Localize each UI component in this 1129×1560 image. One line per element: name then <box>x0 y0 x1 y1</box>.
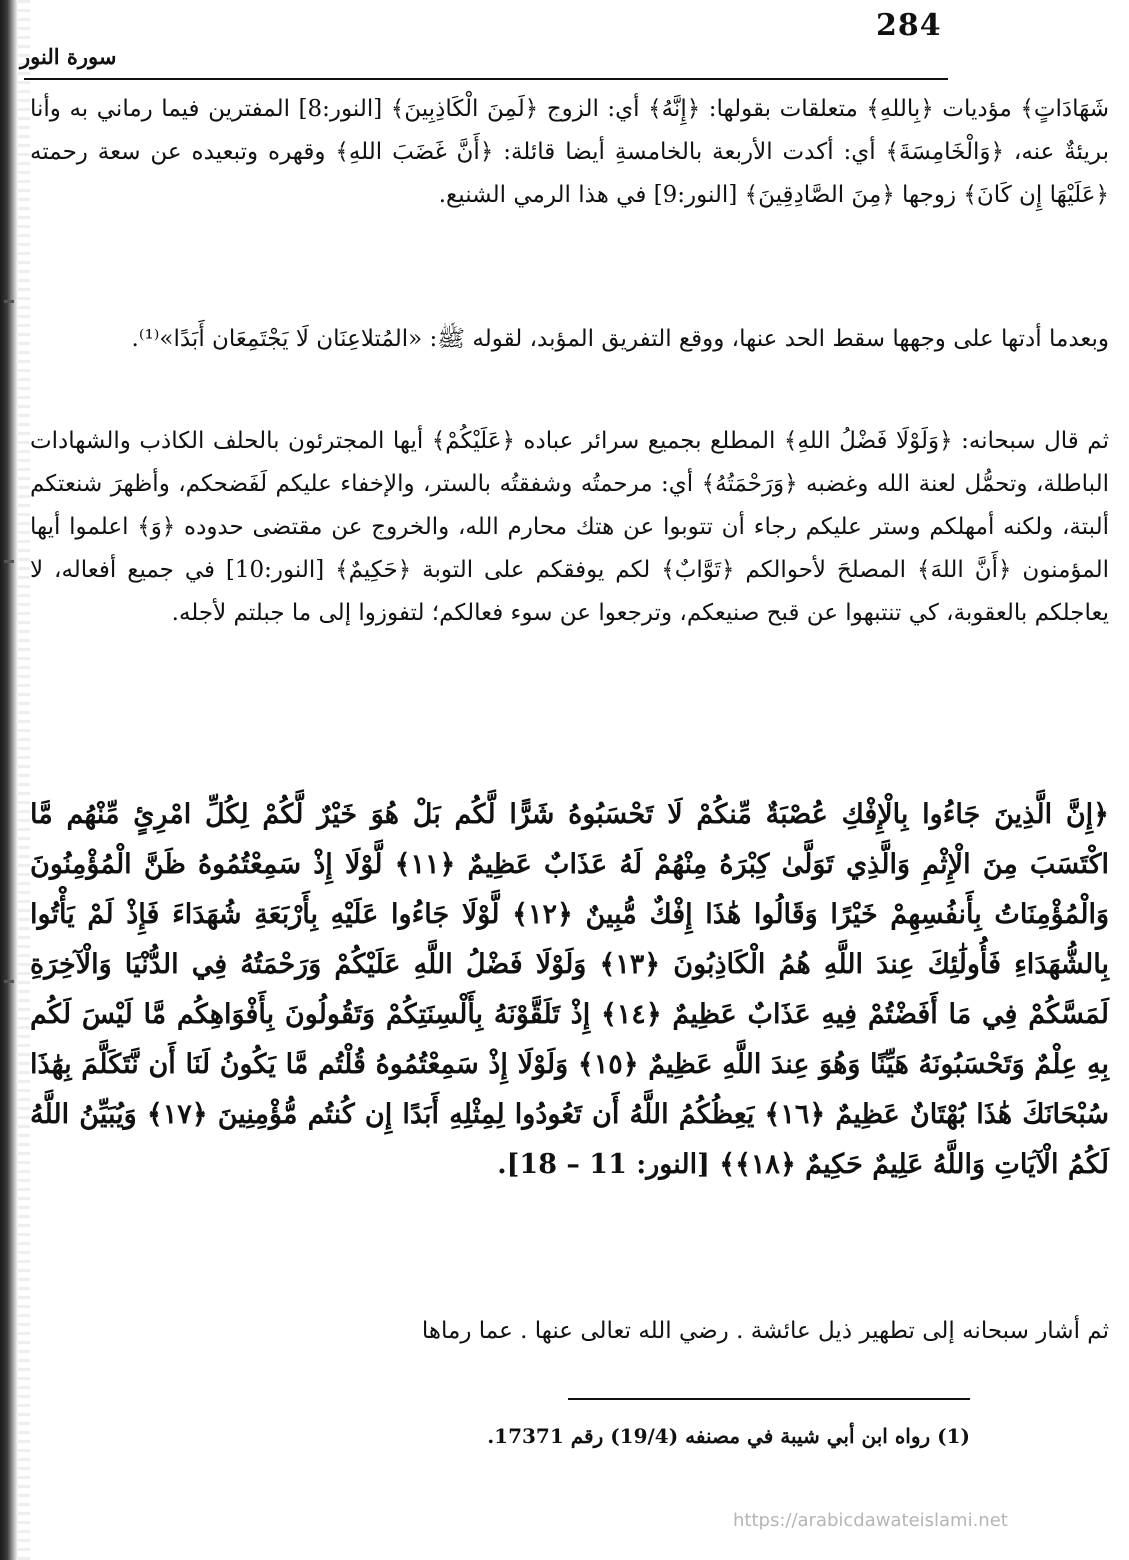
paragraph-text: شَهَادَاتٍ﴾ مؤديات ﴿بِاللهِ﴾ متعلقات بقولها: ﴿إِنَّهُ﴾ أي: الزوج ﴿لَمِنَ الْكَاذِبِينَ﴾ [النور:8] المفترين فيما رماني به وأنا بريئةٌ عنه، ﴿وَالْخَامِسَةَ﴾ أي: أكدت الأربعة بالخامسةِ أيضا قائلة: ﴿أَنَّ غَضَبَ اللهِ﴾ وقهره وتبعيده عن سعة رحمته ﴿عَلَيْهَا إِن كَانَ﴾ زوجها ﴿مِنَ الصَّادِقِينَ﴾ [النور:9] في هذا الرمي الشنيع. <box>30 96 1109 208</box>
commentary-paragraph-3 <box>30 420 1109 635</box>
page-number: 284 <box>876 8 942 43</box>
scan-artifact <box>4 560 14 563</box>
watermark-url: https://arabicdawateislami.net <box>733 1510 1008 1531</box>
paragraph-text: ثم قال سبحانه: ﴿وَلَوْلَا فَضْلُ اللهِ﴾ المطلع بجميع سرائر عباده ﴿عَلَيْكُمْ﴾ أيها المجترئون بالحلف الكاذب والشهادات الباطلة، وتحمُّل لعنة الله وغضبه ﴿وَرَحْمَتُهُ﴾ أي: مرحمتُه وشفقتُه بالستر، والإخفاء عليكم لَفَضحكم، وأظهرَ شنعتكم ألبتة، ولكنه أمهلكم وستر عليكم رجاء أن تتوبوا عن هتك محارم الله، والخروج عن مقتضى حدوده ﴿وَ﴾ اعلموا أيها المؤمنون ﴿أَنَّ اللهَ﴾ المصلحَ لأحوالكم ﴿تَوَّابٌ﴾ لكم يوفقكم على التوبة ﴿حَكِيمٌ﴾ [النور:10] في جميع أفعاله، لا يعاجلكم بالعقوبة، كي تنتبهوا عن قبح صنيعكم، وترجعوا عن سوء فعالكم؛ لتفوزوا إلى ما جبلتم لأجله. <box>30 428 1109 626</box>
paragraph-text: وبعدما أدتها على وجهها سقط الحد عنها، ووقع التفريق المؤبد، لقوله ﷺ: «المُتلاعِنَان لَا يَجْتَمِعَان أَبَدًا»⁽¹⁾. <box>131 326 1109 352</box>
commentary-paragraph-2 <box>30 318 1109 361</box>
scan-binding-shadow <box>0 0 18 1560</box>
scan-binding-texture <box>18 0 30 1560</box>
quran-text: ﴿إِنَّ الَّذِينَ جَاءُوا بِالْإِفْكِ عُصْبَةٌ مِّنكُمْ لَا تَحْسَبُوهُ شَرًّا لَّكُم بَلْ هُوَ خَيْرٌ لَّكُمْ لِكُلِّ امْرِئٍ مِّنْهُم مَّا اكْتَسَبَ مِنَ الْإِثْمِ وَالَّذِي تَوَلَّىٰ كِبْرَهُ مِنْهُمْ لَهُ عَذَابٌ عَظِيمٌ ﴿١١﴾ لَّوْلَا إِذْ سَمِعْتُمُوهُ ظَنَّ الْمُؤْمِنُونَ وَالْمُؤْمِنَاتُ بِأَنفُسِهِمْ خَيْرًا وَقَالُوا هَٰذَا إِفْكٌ مُّبِينٌ ﴿١٢﴾ لَّوْلَا جَاءُوا عَلَيْهِ بِأَرْبَعَةِ شُهَدَاءَ فَإِذْ لَمْ يَأْتُوا بِالشُّهَدَاءِ فَأُولَٰئِكَ عِندَ اللَّهِ هُمُ الْكَاذِبُونَ ﴿١٣﴾ وَلَوْلَا فَضْلُ اللَّهِ عَلَيْكُمْ وَرَحْمَتُهُ فِي الدُّنْيَا وَالْآخِرَةِ لَمَسَّكُمْ فِي مَا أَفَضْتُمْ فِيهِ عَذَابٌ عَظِيمٌ ﴿١٤﴾ إِذْ تَلَقَّوْنَهُ بِأَلْسِنَتِكُمْ وَتَقُولُونَ بِأَفْوَاهِكُم مَّا لَيْسَ لَكُم بِهِ عِلْمٌ وَتَحْسَبُونَهُ هَيِّنًا وَهُوَ عِندَ اللَّهِ عَظِيمٌ ﴿١٥﴾ وَلَوْلَا إِذْ سَمِعْتُمُوهُ قُلْتُم مَّا يَكُونُ لَنَا أَن نَّتَكَلَّمَ بِهَٰذَا سُبْحَانَكَ هَٰذَا بُهْتَانٌ عَظِيمٌ ﴿١٦﴾ يَعِظُكُمُ اللَّهُ أَن تَعُودُوا لِمِثْلِهِ أَبَدًا إِن كُنتُم مُّؤْمِنِينَ ﴿١٧﴾ وَيُبَيِّنُ اللَّهُ لَكُمُ الْآيَاتِ وَاللَّهُ عَلِيمٌ حَكِيمٌ ﴿١٨﴾﴾ [النور: 11 – 18]. <box>30 799 1109 1180</box>
footnote: (1) رواه ابن أبي شيبة في مصنفه (19/4) رقم 17371. <box>487 1424 970 1448</box>
surah-header: سورة النور <box>20 44 117 69</box>
closing-paragraph <box>40 1310 1109 1353</box>
footnote-divider <box>568 1398 970 1400</box>
header-divider <box>24 78 948 80</box>
paragraph-text: ثم أشار سبحانه إلى تطهير ذيل عائشة . رضي الله تعالى عنها . عما رماها <box>421 1318 1109 1344</box>
scan-artifact <box>4 980 14 983</box>
quran-verses-block <box>30 790 1109 1190</box>
scan-artifact <box>4 300 14 303</box>
commentary-paragraph-1 <box>30 88 1109 217</box>
